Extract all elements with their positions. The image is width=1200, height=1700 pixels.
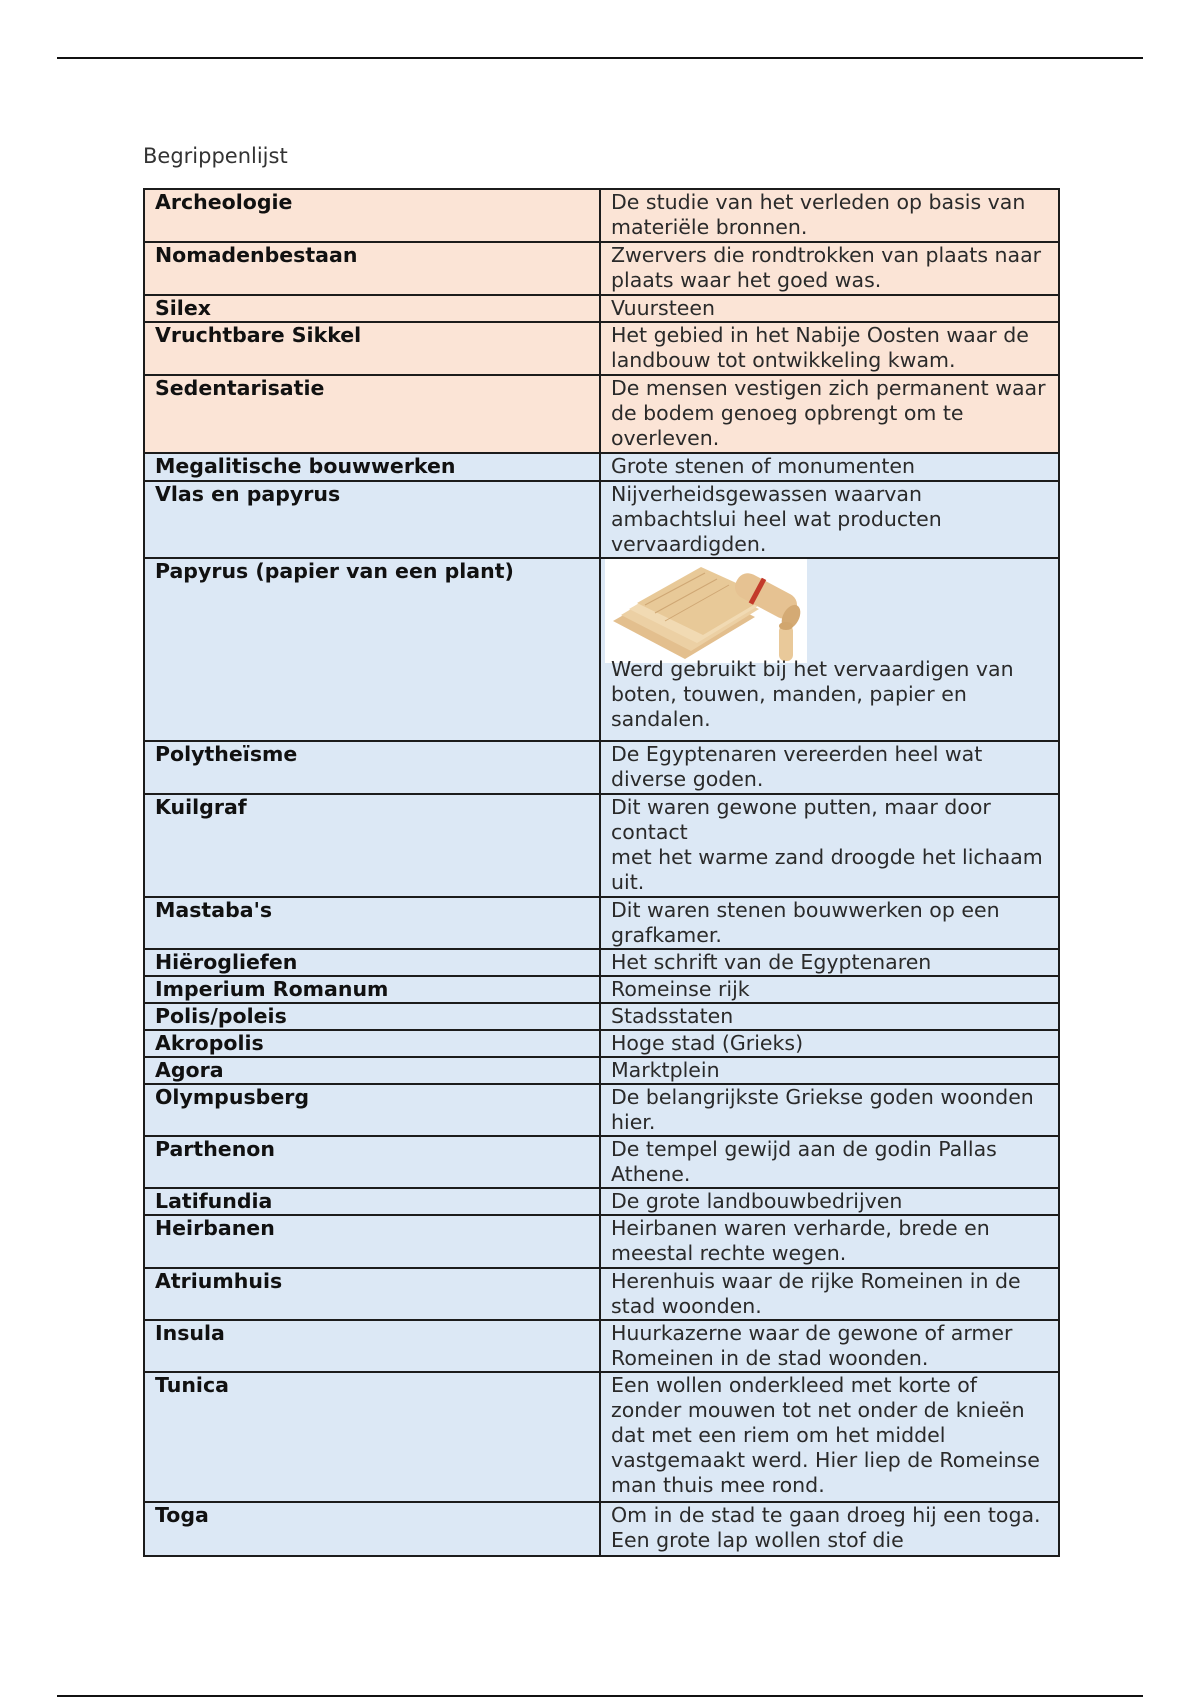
glossary-term: Heirbanen [144,1215,600,1268]
glossary-term: Archeologie [144,189,600,242]
glossary-row [144,794,1059,897]
glossary-row [144,1030,1059,1057]
glossary-definition: Zwervers die rondtrokken van plaats naar plaats waar het goed was. [600,242,1059,295]
glossary-definition-text: Werd gebruikt bij het vervaardigen van boten, touwen, manden, papier en sandalen. [611,657,1014,731]
glossary-row [144,481,1059,558]
glossary-term: Atriumhuis [144,1268,600,1320]
glossary-definition: De tempel gewijd aan de godin Pallas Athene. [600,1136,1059,1188]
glossary-row [144,558,1059,741]
glossary-term: Polis/poleis [144,1003,600,1030]
glossary-term: Agora [144,1057,600,1084]
glossary-definition: Nijverheidsgewassen waarvan ambachtslui heel wat producten vervaardigden. [600,481,1059,558]
glossary-definition: Het schrift van de Egyptenaren [600,949,1059,976]
glossary-row [144,1003,1059,1030]
glossary-definition: Dit waren gewone putten, maar door contact met het warme zand droogde het lichaam uit. [600,794,1059,897]
glossary-term: Kuilgraf [144,794,600,897]
glossary-term: Latifundia [144,1188,600,1215]
glossary-definition: Grote stenen of monumenten [600,453,1059,481]
glossary-term: Toga [144,1502,600,1556]
glossary-definition: De mensen vestigen zich permanent waar de bodem genoeg opbrengt om te overleven. [600,375,1059,453]
glossary-row [144,741,1059,794]
glossary-term: Vruchtbare Sikkel [144,322,600,375]
glossary-row [144,295,1059,322]
glossary-term: Nomadenbestaan [144,242,600,295]
glossary-row [144,1268,1059,1320]
glossary-definition: Dit waren stenen bouwwerken op een grafkamer. [600,897,1059,949]
glossary-term: Polytheïsme [144,741,600,794]
glossary-term: Sedentarisatie [144,375,600,453]
papyrus-scrolls-image [605,559,807,663]
glossary-term: Hiërogliefen [144,949,600,976]
glossary-row [144,1188,1059,1215]
glossary-row [144,189,1059,242]
glossary-row [144,1136,1059,1188]
glossary-definition: Een wollen onderkleed met korte of zonder mouwen tot net onder de knieën dat met een riem om het middel vastgemaakt werd. Hier liep de Romeinse man thuis mee rond. [600,1372,1059,1502]
glossary-row [144,1057,1059,1084]
glossary-definition: Huurkazerne waar de gewone of armer Romeinen in de stad woonden. [600,1320,1059,1372]
glossary-definition: Om in de stad te gaan droeg hij een toga. Een grote lap wollen stof die [600,1502,1059,1556]
glossary-definition: Heirbanen waren verharde, brede en meestal rechte wegen. [600,1215,1059,1268]
glossary-definition: Marktplein [600,1057,1059,1084]
glossary-term: Papyrus (papier van een plant) [144,558,600,741]
glossary-term: Olympusberg [144,1084,600,1136]
glossary-definition: De studie van het verleden op basis van materiële bronnen. [600,189,1059,242]
glossary-row [144,1084,1059,1136]
document-title: Begrippenlijst [143,144,288,168]
glossary-term: Insula [144,1320,600,1372]
glossary-definition: Hoge stad (Grieks) [600,1030,1059,1057]
glossary-row [144,976,1059,1003]
glossary-definition: Stadsstaten [600,1003,1059,1030]
glossary-row [144,375,1059,453]
glossary-row [144,322,1059,375]
glossary-term: Vlas en papyrus [144,481,600,558]
page-top-rule [57,57,1143,59]
glossary-definition: Herenhuis waar de rijke Romeinen in de stad woonden. [600,1268,1059,1320]
glossary-row [144,949,1059,976]
glossary-term: Mastaba's [144,897,600,949]
glossary-term: Parthenon [144,1136,600,1188]
glossary-row [144,453,1059,481]
glossary-row [144,1320,1059,1372]
glossary-row [144,1502,1059,1556]
glossary-term: Silex [144,295,600,322]
glossary-definition [600,558,1059,741]
glossary-row [144,242,1059,295]
glossary-row [144,897,1059,949]
page-bottom-rule [57,1695,1143,1697]
glossary-definition: De belangrijkste Griekse goden woonden hier. [600,1084,1059,1136]
glossary-table [143,188,1060,1557]
glossary-term: Tunica [144,1372,600,1502]
glossary-term: Megalitische bouwwerken [144,453,600,481]
glossary-term: Imperium Romanum [144,976,600,1003]
glossary-definition: Romeinse rijk [600,976,1059,1003]
glossary-definition: Het gebied in het Nabije Oosten waar de landbouw tot ontwikkeling kwam. [600,322,1059,375]
glossary-definition: De Egyptenaren vereerden heel wat diverse goden. [600,741,1059,794]
glossary-term: Akropolis [144,1030,600,1057]
glossary-row [144,1215,1059,1268]
glossary-definition: De grote landbouwbedrijven [600,1188,1059,1215]
glossary-definition: Vuursteen [600,295,1059,322]
glossary-row [144,1372,1059,1502]
